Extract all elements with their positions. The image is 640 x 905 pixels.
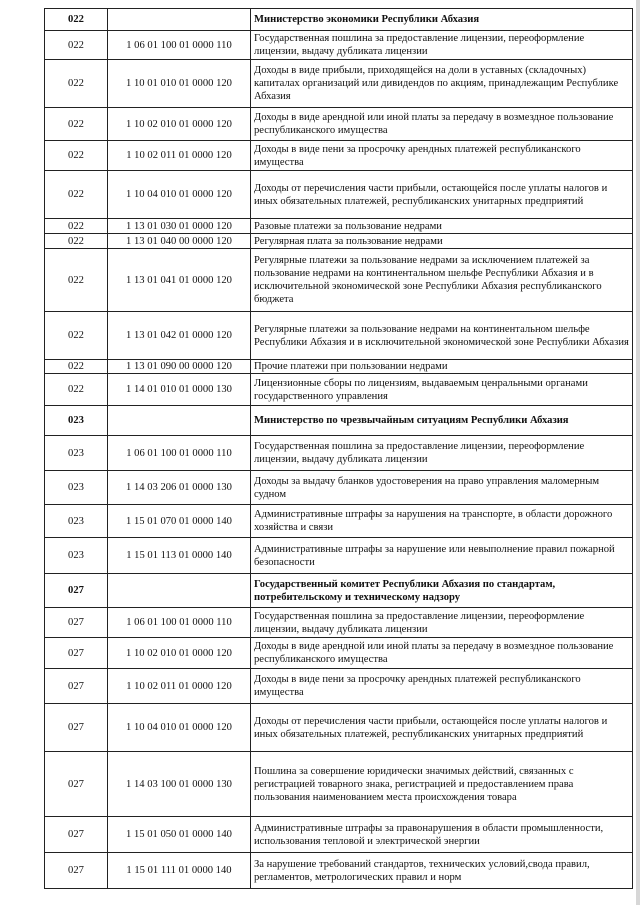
description-cell: Пошлина за совершение юридически значимых действий, связанных с регистрацией товарного знака, регистрацией и предоставлением права пользования наименованием места происхождения товара: [251, 752, 633, 817]
ministry-header-row: [45, 574, 633, 608]
code-cell: 023: [45, 471, 108, 505]
ministry-header-row: [45, 9, 633, 31]
budget-codes-table: [44, 8, 633, 889]
kbk-cell: 1 15 01 113 01 0000 140: [108, 538, 251, 574]
code-cell: 022: [45, 312, 108, 360]
table-row: [45, 538, 633, 574]
code-cell: 023: [45, 406, 108, 436]
description-cell: Государственная пошлина за предоставление лицензии, переоформление лицензии, выдачу дубликата лицензии: [251, 608, 633, 638]
description-cell: Прочие платежи при пользовании недрами: [251, 360, 633, 374]
code-cell: 023: [45, 538, 108, 574]
table-row: [45, 234, 633, 249]
description-cell: Государственная пошлина за предоставление лицензии, переоформление лицензии, выдачу дубликата лицензии: [251, 31, 633, 60]
code-cell: 027: [45, 608, 108, 638]
description-cell: Доходы в виде арендной или иной платы за передачу в возмездное пользование республиканского имущества: [251, 108, 633, 141]
code-cell: 022: [45, 219, 108, 234]
kbk-cell: 1 14 03 100 01 0000 130: [108, 752, 251, 817]
table-row: [45, 374, 633, 406]
description-cell: Регулярная плата за пользование недрами: [251, 234, 633, 249]
kbk-cell: [108, 9, 251, 31]
kbk-cell: 1 13 01 090 00 0000 120: [108, 360, 251, 374]
kbk-cell: 1 06 01 100 01 0000 110: [108, 608, 251, 638]
kbk-cell: 1 06 01 100 01 0000 110: [108, 31, 251, 60]
description-cell: Доходы в виде арендной или иной платы за передачу в возмездное пользование республиканского имущества: [251, 638, 633, 669]
kbk-cell: 1 10 04 010 01 0000 120: [108, 704, 251, 752]
table-row: [45, 312, 633, 360]
code-cell: 022: [45, 108, 108, 141]
kbk-cell: 1 13 01 040 00 0000 120: [108, 234, 251, 249]
kbk-cell: 1 10 01 010 01 0000 120: [108, 60, 251, 108]
code-cell: 027: [45, 817, 108, 853]
table-row: [45, 360, 633, 374]
scan-edge: [636, 0, 640, 905]
description-cell: Регулярные платежи за пользование недрами за исключением платежей за пользование недрами на континентальном шельфе Республики Абхазия и в исключительной экономической зоне Республики Абхазия республиканского бюджета: [251, 249, 633, 312]
table-row: [45, 141, 633, 171]
table-row: [45, 505, 633, 538]
description-cell: Разовые платежи за пользование недрами: [251, 219, 633, 234]
kbk-cell: 1 06 01 100 01 0000 110: [108, 436, 251, 471]
description-cell: Государственная пошлина за предоставление лицензии, переоформление лицензии, выдачу дубликата лицензии: [251, 436, 633, 471]
kbk-cell: 1 14 01 010 01 0000 130: [108, 374, 251, 406]
code-cell: 022: [45, 374, 108, 406]
description-cell: Административные штрафы за нарушение или невыполнение правил пожарной безопасности: [251, 538, 633, 574]
code-cell: 022: [45, 141, 108, 171]
table-row: [45, 638, 633, 669]
table-row: [45, 817, 633, 853]
description-cell: Доходы в виде прибыли, приходящейся на доли в уставных (складочных) капиталах организаций или дивидендов по акциям, принадлежащим Республике Абхазия: [251, 60, 633, 108]
code-cell: 022: [45, 234, 108, 249]
description-cell: Административные штрафы за правонарушения в области промышленности, использования тепловой и электрической энергии: [251, 817, 633, 853]
kbk-cell: 1 10 04 010 01 0000 120: [108, 171, 251, 219]
table-body: [45, 9, 633, 889]
code-cell: 022: [45, 9, 108, 31]
table-row: [45, 249, 633, 312]
code-cell: 027: [45, 638, 108, 669]
code-cell: 027: [45, 669, 108, 704]
code-cell: 023: [45, 436, 108, 471]
kbk-cell: 1 10 02 010 01 0000 120: [108, 108, 251, 141]
code-cell: 022: [45, 249, 108, 312]
kbk-cell: 1 13 01 042 01 0000 120: [108, 312, 251, 360]
description-cell: Доходы в виде пени за просрочку арендных платежей республиканского имущества: [251, 669, 633, 704]
description-cell: Лицензионные сборы по лицензиям, выдаваемым ценральными органами государственного управления: [251, 374, 633, 406]
table-row: [45, 171, 633, 219]
description-cell: Регулярные платежи за пользование недрами на континентальном шельфе Республики Абхазия и в исключительной экономической зоне Республики Абхазия: [251, 312, 633, 360]
kbk-cell: 1 15 01 050 01 0000 140: [108, 817, 251, 853]
code-cell: 022: [45, 360, 108, 374]
kbk-cell: 1 13 01 041 01 0000 120: [108, 249, 251, 312]
code-cell: 022: [45, 31, 108, 60]
table-row: [45, 704, 633, 752]
description-cell: Доходы за выдачу бланков удостоверения на право управления маломерным судном: [251, 471, 633, 505]
code-cell: 027: [45, 574, 108, 608]
kbk-cell: 1 10 02 011 01 0000 120: [108, 669, 251, 704]
table-row: [45, 219, 633, 234]
kbk-cell: 1 14 03 206 01 0000 130: [108, 471, 251, 505]
kbk-cell: 1 15 01 070 01 0000 140: [108, 505, 251, 538]
description-cell: Доходы в виде пени за просрочку арендных платежей республиканского имущества: [251, 141, 633, 171]
code-cell: 027: [45, 853, 108, 889]
table-row: [45, 471, 633, 505]
code-cell: 022: [45, 171, 108, 219]
kbk-cell: 1 10 02 010 01 0000 120: [108, 638, 251, 669]
table-row: [45, 853, 633, 889]
table-row: [45, 669, 633, 704]
kbk-cell: [108, 406, 251, 436]
description-cell: Доходы от перечисления части прибыли, остающейся после уплаты налогов и иных обязательных платежей, республиканских унитарных предприятий: [251, 704, 633, 752]
table-row: [45, 608, 633, 638]
table-row: [45, 60, 633, 108]
code-cell: 023: [45, 505, 108, 538]
description-cell: Административные штрафы за нарушения на транспорте, в области дорожного хозяйства и связи: [251, 505, 633, 538]
code-cell: 027: [45, 704, 108, 752]
kbk-cell: 1 13 01 030 01 0000 120: [108, 219, 251, 234]
ministry-header-row: [45, 406, 633, 436]
table-row: [45, 436, 633, 471]
description-cell: Доходы от перечисления части прибыли, остающейся после уплаты налогов и иных обязательных платежей, республиканских унитарных предприятий: [251, 171, 633, 219]
description-cell: За нарушение требований стандартов, технических условий,свода правил, регламентов, метрологических правил и норм: [251, 853, 633, 889]
kbk-cell: 1 10 02 011 01 0000 120: [108, 141, 251, 171]
kbk-cell: [108, 574, 251, 608]
description-cell: Министерство по чрезвычайным ситуациям Республики Абхазия: [251, 406, 633, 436]
kbk-cell: 1 15 01 111 01 0000 140: [108, 853, 251, 889]
description-cell: Министерство экономики Республики Абхазия: [251, 9, 633, 31]
code-cell: 027: [45, 752, 108, 817]
table-row: [45, 752, 633, 817]
code-cell: 022: [45, 60, 108, 108]
description-cell: Государственный комитет Республики Абхазия по стандартам, потребительскому и техническому надзору: [251, 574, 633, 608]
table-row: [45, 31, 633, 60]
table-row: [45, 108, 633, 141]
